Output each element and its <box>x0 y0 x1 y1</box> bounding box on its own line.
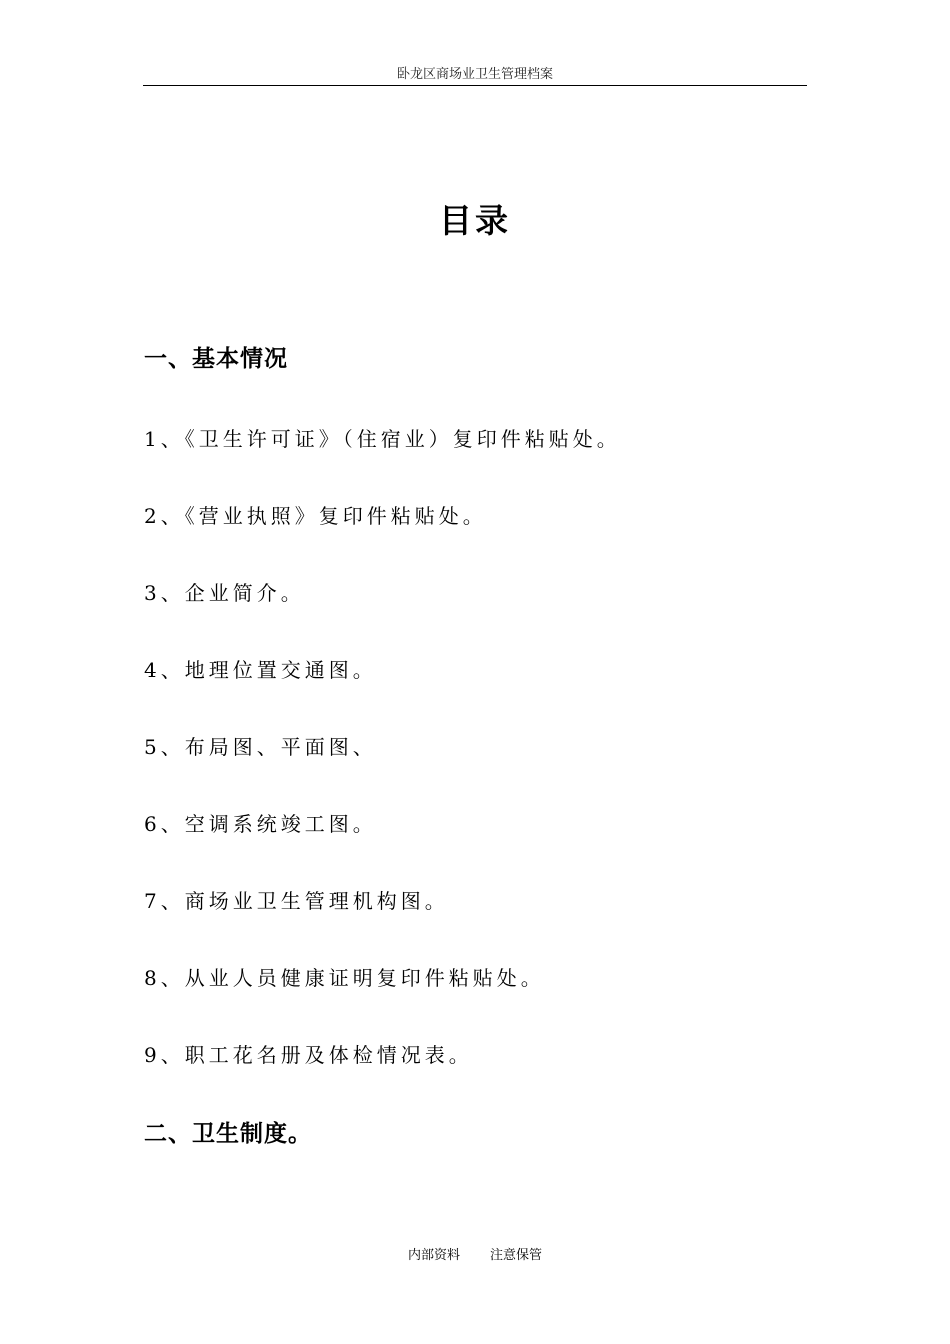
toc-item-7: 7、商场业卫生管理机构图。 <box>144 889 449 913</box>
header-divider <box>143 85 807 86</box>
section-heading-basic: 一、基本情况 <box>144 346 288 372</box>
header-title: 卧龙区商场业卫生管理档案 <box>396 67 553 82</box>
toc-item-5: 5、布局图、平面图、 <box>144 735 377 759</box>
toc-item-6: 6、空调系统竣工图。 <box>144 812 377 836</box>
footer-keep-note: 注意保管 <box>490 1248 543 1263</box>
page-footer <box>0 1247 950 1265</box>
toc-item-3: 3、企业简介。 <box>144 581 305 605</box>
toc-item-9: 9、职工花名册及体检情况表。 <box>144 1043 473 1067</box>
toc-item-4: 4、地理位置交通图。 <box>144 658 377 682</box>
footer-internal-note: 内部资料 <box>407 1248 460 1263</box>
toc-item-1: 1、《卫生许可证》（住宿业）复印件粘贴处。 <box>144 427 621 451</box>
toc-item-2: 2、《营业执照》复印件粘贴处。 <box>144 504 487 528</box>
document-title: 目录 <box>439 201 511 240</box>
toc-item-8: 8、从业人员健康证明复印件粘贴处。 <box>144 966 545 990</box>
section-heading-hygiene: 二、卫生制度。 <box>144 1121 312 1147</box>
